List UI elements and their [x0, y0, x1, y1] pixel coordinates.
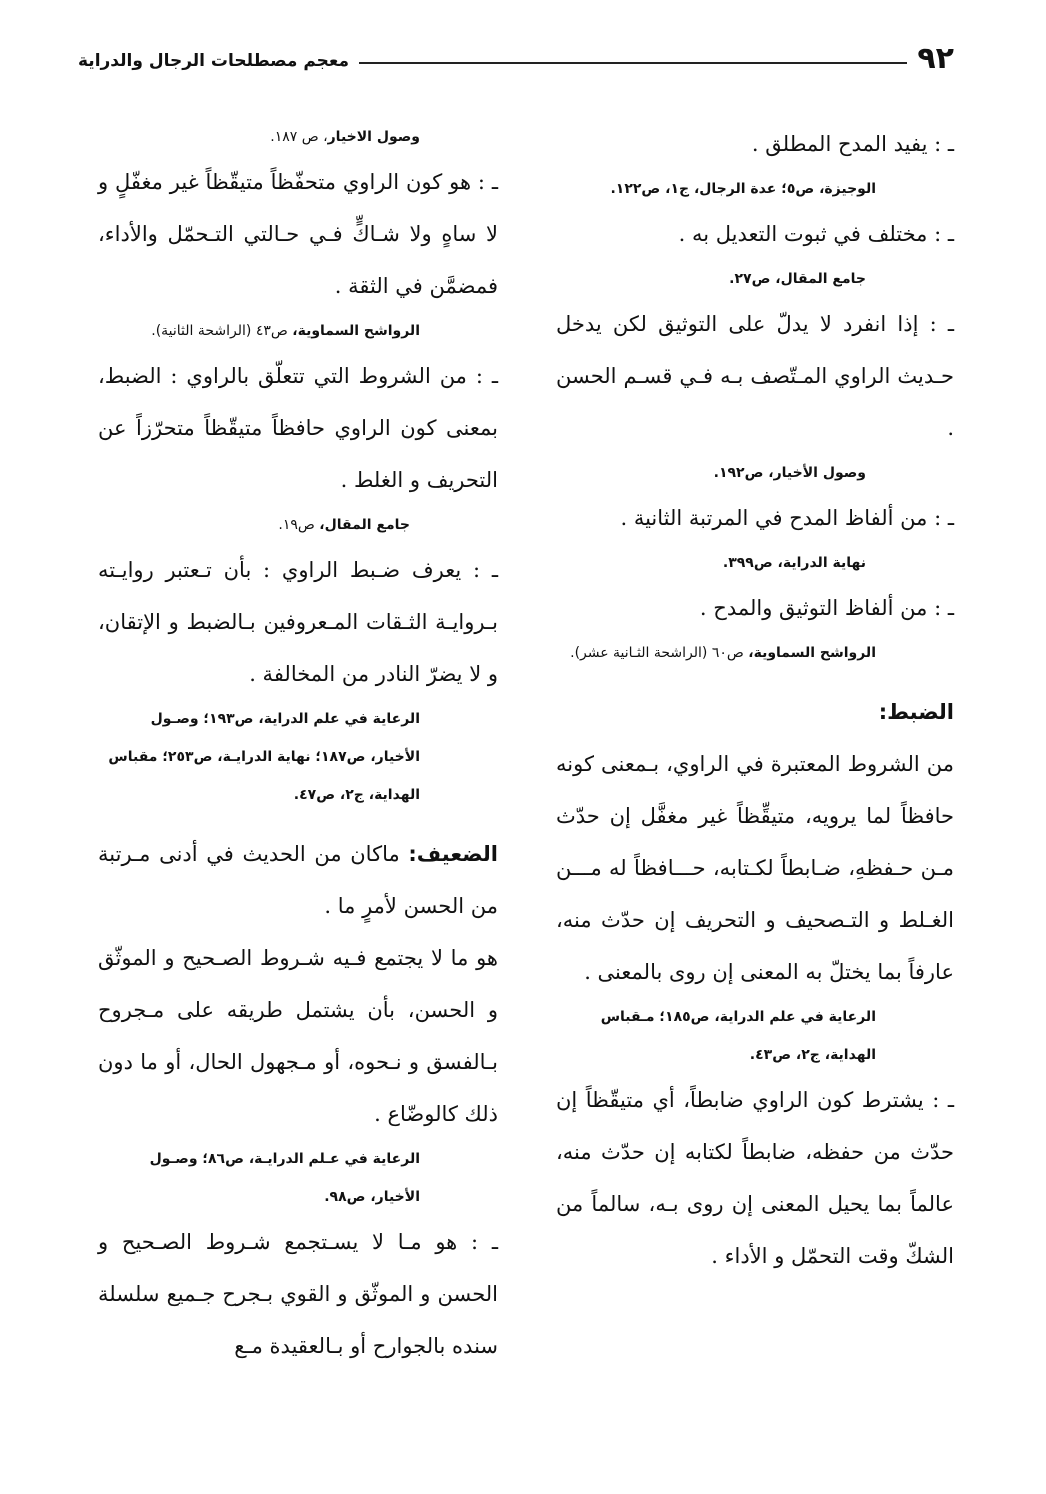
source-reference — [556, 170, 954, 208]
source-title: الوجيزة، ص٥؛ عدة الرجال، ج١، ص١٢٢. — [610, 181, 876, 197]
source-reference — [98, 700, 498, 814]
definition-entry: ـ : من ألفاظ التوثيق والمدح . — [699, 596, 954, 620]
book-title: معجم مصطلحات الرجال والدراية — [78, 51, 350, 71]
definition-text: ماكان من الحديث في أدنى مـرتبة من الحسن لأمرٍ ما . — [98, 842, 498, 918]
source-title: نهاية الدراية، ص٣٩٩. — [722, 555, 866, 571]
source-reference — [98, 312, 498, 350]
source-reference — [556, 998, 954, 1074]
left-column — [98, 118, 498, 1372]
definition-entry: ـ : يفيد المدح المطلق . — [751, 132, 954, 156]
header-rule — [359, 62, 907, 64]
source-title: وصول الأخيار، ص١٩٢. — [713, 465, 866, 481]
definition-entry: من الشروط المعتبرة في الراوي، بـمعنى كونه حافظاً لما يرويه، متيقِّظاً غير مغفَّل إن حدّث مـن حـفظهِ، ضـابطاً لكـتابه، حـــافظاً له مـــن الغـلط و التـصحيف و التحريف إن حدّث منه، عارفاً بما يختلّ به المعنى إن روى بالمعنى . — [556, 752, 954, 984]
definition-entry: ـ : إذا انفرد لا يدلّ على التوثيق لكن يدخل حـديث الراوي المـتّصف بـه فـي قسـم الحسن . — [556, 312, 954, 440]
source-reference — [98, 506, 498, 544]
page-header — [78, 38, 954, 78]
definition-entry: ـ : من ألفاظ المدح في المرتبة الثانية . — [620, 506, 954, 530]
source-reference — [556, 260, 954, 298]
definition-entry: هو ما لا يجتمع فـيه شـروط الصـحيح و الموثّق و الحسن، بأن يشتمل طريقه على مـجروح بـالفسق و نـحوه، أو مـجهول الحال، أو ما دون ذلك كالوضّاع . — [98, 946, 498, 1126]
source-title: الرواشح السماوية، — [748, 645, 876, 661]
definition-entry: ـ : يعرف ضـبط الراوي : بأن تـعتبر روايـته بـروايـة الثـقات المـعروفين بـالضبط و الإتقان، و لا يضرّ النادر من المخالفة . — [98, 558, 498, 686]
source-detail: ص١٩. — [278, 517, 320, 533]
source-title: الرعاية في عـلم الدرايـة، ص٨٦؛ وصـول الأخيار، ص٩٨. — [149, 1151, 420, 1205]
source-reference — [556, 454, 954, 492]
definition-entry: ـ : مختلف في ثبوت التعديل به . — [678, 222, 954, 246]
source-title: جامع المقال، ص٢٧. — [729, 271, 866, 287]
definition-entry: ـ : من الشروط التي تتعلّق بالراوي : الضبط، بمعنى كون الراوي حافظاً متيقّظاً متحرّزاً عن التحريف و الغلط . — [98, 364, 498, 492]
term-heading: الضبط: — [878, 700, 954, 724]
source-reference — [556, 634, 954, 672]
term-heading: الضعيف: — [408, 842, 498, 866]
right-column — [556, 118, 954, 1282]
source-title: وصول الاخيار — [327, 129, 420, 145]
source-reference — [556, 544, 954, 582]
definition-entry: ـ : يشترط كون الراوي ضابطاً، أي متيقّظاً إن حدّث من حفظه، ضابطاً لكتابه إن حدّث منه، عالماً بما يحيل المعنى إن روى بـه، سالماً من الشكّ وقت التحمّل و الأداء . — [556, 1088, 954, 1268]
definition-entry — [98, 828, 498, 932]
source-reference — [98, 1140, 498, 1216]
source-title: الرواشح السماوية، — [292, 323, 420, 339]
definition-entry: ـ : هو كون الراوي متحفّظاً متيقّظاً غير مغفّلٍ و لا ساهٍ ولا شـاكٍّ فـي حـالتي التـحمّل والأداء، فمضمَّن في الثقة . — [98, 170, 498, 298]
source-title: جامع المقال، — [319, 517, 410, 533]
source-detail: ، ص ١٨٧. — [270, 129, 328, 145]
definition-entry: ـ : هو مـا لا يسـتجمع شـروط الصـحيح و الحسن و الموثّق و القوي بـجرح جـميع سلسلة سنده بالجوارح أو بـالعقيدة مـع — [98, 1230, 498, 1358]
source-title: الرعاية في علم الدراية، ص١٩٣؛ وصـول الأخيار، ص١٨٧؛ نهاية الدرايـة، ص٢٥٣؛ مقباس الهداية، ج٢، ص٤٧. — [108, 711, 420, 803]
source-reference — [98, 118, 498, 156]
page-number: ٩٢ — [917, 40, 954, 76]
source-detail: ص٤٣ (الراشحة الثانية). — [151, 323, 293, 339]
source-title: الرعاية في علم الدراية، ص١٨٥؛ مـقباس الهداية، ج٢، ص٤٣. — [600, 1009, 876, 1063]
source-detail: ص٦٠ (الراشحة الثـانية عشر). — [570, 645, 749, 661]
